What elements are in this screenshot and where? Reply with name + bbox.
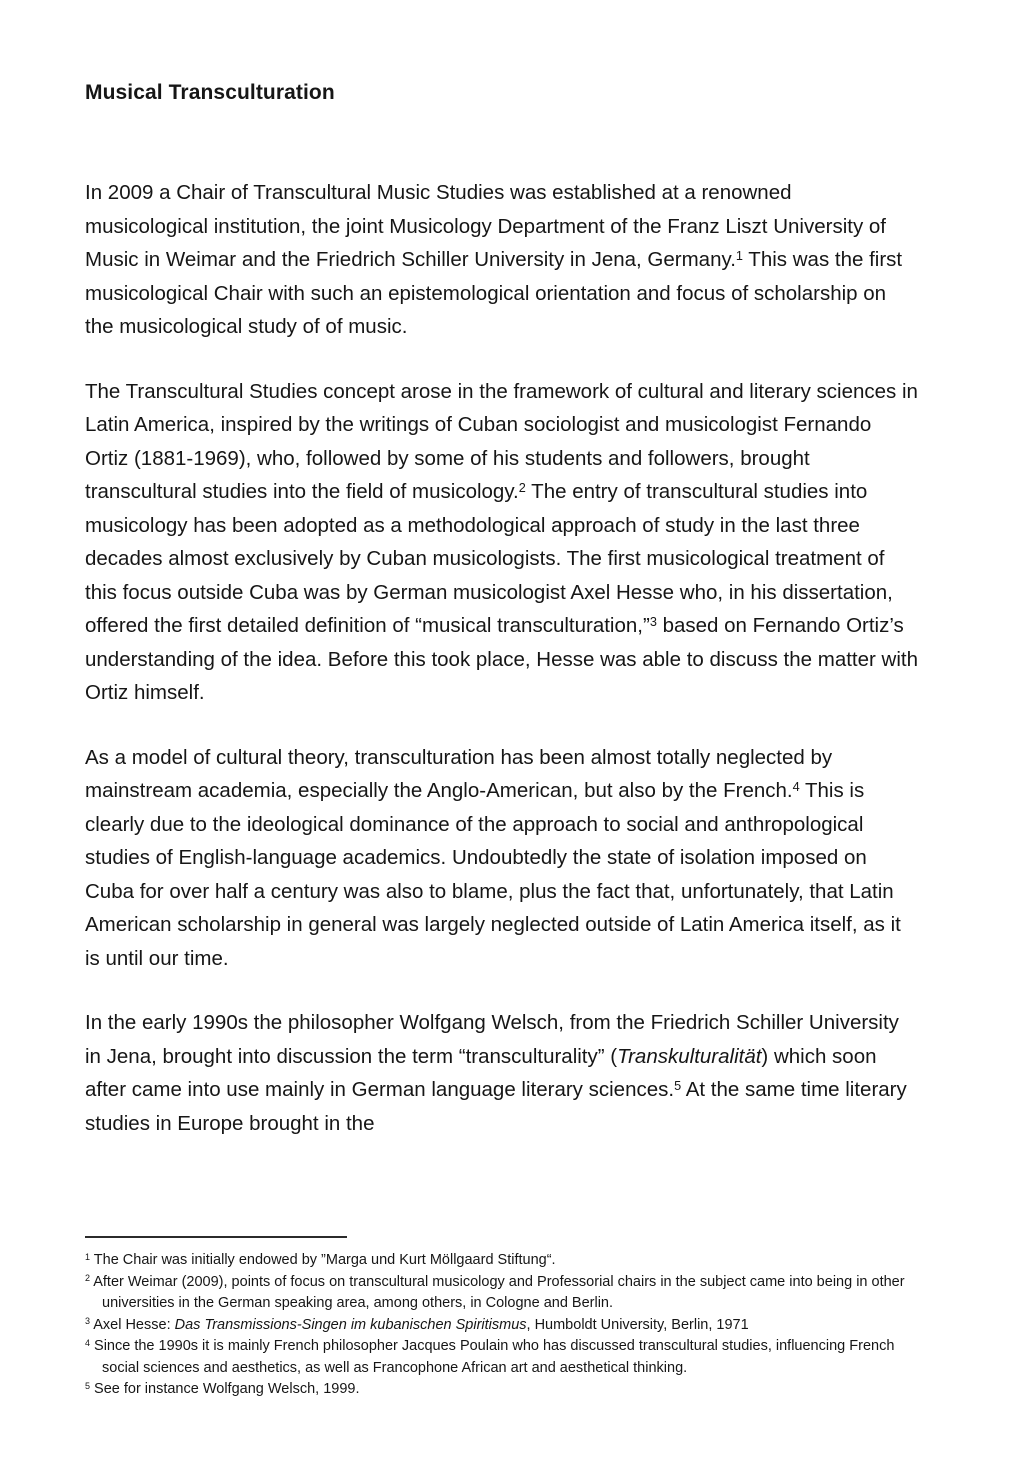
footnote-list [85,1250,925,1401]
document-title: Musical Transculturation [85,81,335,104]
text-run: This was the first musicological Chair with such an epistemological orientation and focus of scholarship on the musicological study of of music. [85,248,903,338]
text-run: See for instance Wolfgang Welsch, 1999. [90,1381,360,1397]
footnote-ref: 2 [85,1273,90,1284]
footnote [85,1272,925,1315]
footnote [85,1315,925,1337]
body-paragraph [85,741,919,976]
text-run: based on Fernando Ortiz’s understanding of the idea. Before this took place, Hesse was able to discuss the matter with Ortiz himself. [85,614,918,704]
text-run: At the same time literary studies in Europe brought in the [85,1078,907,1135]
body-paragraph [85,176,919,344]
footnote-ref: 3 [85,1316,90,1327]
text-run: This is clearly due to the ideological dominance of the approach to social and anthropological studies of English-language academics. Undoubtedly the state of isolation imposed on Cuba for over half a century was also to blame, plus the fact that, unfortunately, that Latin American scholarship in general was largely neglected outside of Latin America itself, as it is until our time. [85,779,901,970]
italic-text: Das Transmissions-Singen im kubanischen Spiritismus [174,1316,527,1333]
footnote-ref: 4 [85,1337,90,1348]
footnote-ref: 4 [792,778,800,794]
text-run: In 2009 a Chair of Transcultural Music Studies was established at a renowned musicological institution, the joint Musicology Department of the Franz Liszt University of Music in Weimar and the Friedrich Schiller University in Jena, Germany. [85,181,886,271]
footnote [85,1336,925,1379]
footnote-ref: 1 [735,247,743,263]
footnote-separator [85,1236,347,1238]
body-paragraph [85,375,919,710]
text-run: As a model of cultural theory, transculturation has been almost totally neglected by mainstream academia, especially the Anglo-American, but also by the French. [85,745,833,802]
text-run: Since the 1990s it is mainly French philosopher Jacques Poulain who has discussed transcultural studies, influencing French social sciences and aesthetics, as well as Francophone African art and aesthetical thinking. [90,1338,895,1376]
footnote [85,1379,925,1401]
italic-text: Transkulturalität [617,1044,762,1068]
text-run: Axel Hesse: [90,1316,175,1333]
footnote-ref: 2 [518,479,526,495]
document-body [85,176,919,1140]
footnote [85,1250,925,1272]
text-run: After Weimar (2009), points of focus on transcultural musicology and Professorial chairs in the subject came into being in other universities in the German speaking area, among others, in Cologne and Berlin. [90,1273,905,1311]
text-run: In the early 1990s the philosopher Wolfgang Welsch, from the Friedrich Schiller University in Jena, brought into discussion the term “transculturality” ( [85,1011,899,1068]
text-run: ) which soon after came into use mainly in German language literary sciences. [85,1044,877,1101]
footnote-ref: 5 [674,1077,682,1093]
footnote-ref: 3 [649,613,657,629]
footnote-area [85,1236,925,1401]
body-paragraph [85,1006,919,1140]
footnote-ref: 1 [85,1251,90,1262]
text-run: The Transcultural Studies concept arose in the framework of cultural and literary sciences in Latin America, inspired by the writings of Cuban sociologist and musicologist Fernando Ortiz (1881-1969), who, followed by some of his students and followers, brought transcultural studies into the field of musicology. [85,379,918,503]
text-run: The Chair was initially endowed by ”Marga und Kurt Möllgaard Stiftung“. [90,1252,556,1268]
text-run: , Humboldt University, Berlin, 1971 [526,1316,749,1333]
footnote-ref: 5 [85,1380,90,1391]
text-run: The entry of transcultural studies into musicology has been adopted as a methodological approach of study in the last three decades almost exclusively by Cuban musicologists. The first musicological treatment of this focus outside Cuba was by German musicologist Axel Hesse who, in his dissertation, offered the first detailed definition of “musical transculturation,” [85,480,893,637]
